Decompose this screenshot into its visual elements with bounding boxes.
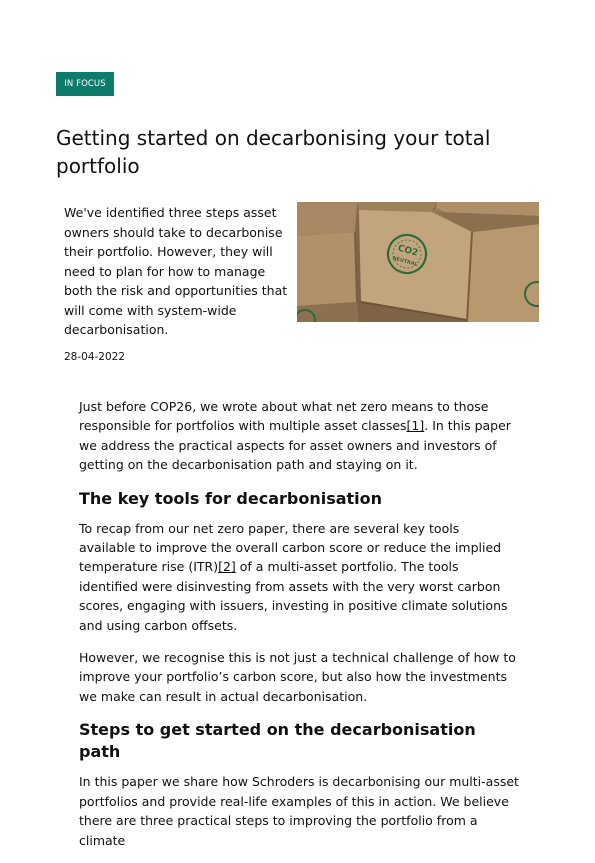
section-heading-key-tools: The key tools for decarbonisation <box>79 488 383 508</box>
paragraph: In this paper we share how Schroders is decarbonising our multi-asset portfolios and provide real-life examples of this in action. We believe there are three practical steps to improving the portfolio from a climate <box>79 774 519 848</box>
svg-text:CO2: CO2 <box>396 243 419 259</box>
in-focus-tag: IN FOCUS <box>56 72 114 96</box>
paragraph: To recap from our net zero paper, there are several key tools available to improve the overall carbon score or reduce the implied temperature rise (ITR)[2] of a multi-asset portfolio. The tools identified were disinvesting from assets with the very worst carbon scores, engaging with issuers, investing in positive climate solutions and using carbon offsets. <box>79 520 508 633</box>
paragraph: However, we recognise this is not just a technical challenge of how to improve your portfolio’s carbon score, but also how the investments we make can result in actual decarbonisation. <box>79 650 516 704</box>
paragraph: Just before COP26, we wrote about what net zero means to those responsible for portfolios with multiple asset classes[1]. In this paper we address the practical aspects for asset owners and investors of getting on the decarbonisation path and staying on it. <box>79 399 511 473</box>
footnote-link-1[interactable]: [1] <box>406 418 425 434</box>
section-heading-steps: Steps to get started on the decarbonisation path <box>79 720 476 762</box>
publish-date: 28-04-2022 <box>64 351 126 363</box>
footnote-link-2[interactable]: [2] <box>218 559 236 575</box>
article-intro: We've identified three steps asset owners should take to decarbonise their portfolio. However, they will need to plan for how to manage both the risk and opportunities that will come with system-wide decarbonisation. <box>64 205 288 337</box>
co2-neutral-boxes-image <box>297 202 539 322</box>
article-body <box>79 397 519 863</box>
article-title: Getting started on decarbonising your total portfolio <box>56 126 491 178</box>
svg-text:NEUTRAL: NEUTRAL <box>391 255 419 268</box>
article-photo <box>297 202 539 322</box>
